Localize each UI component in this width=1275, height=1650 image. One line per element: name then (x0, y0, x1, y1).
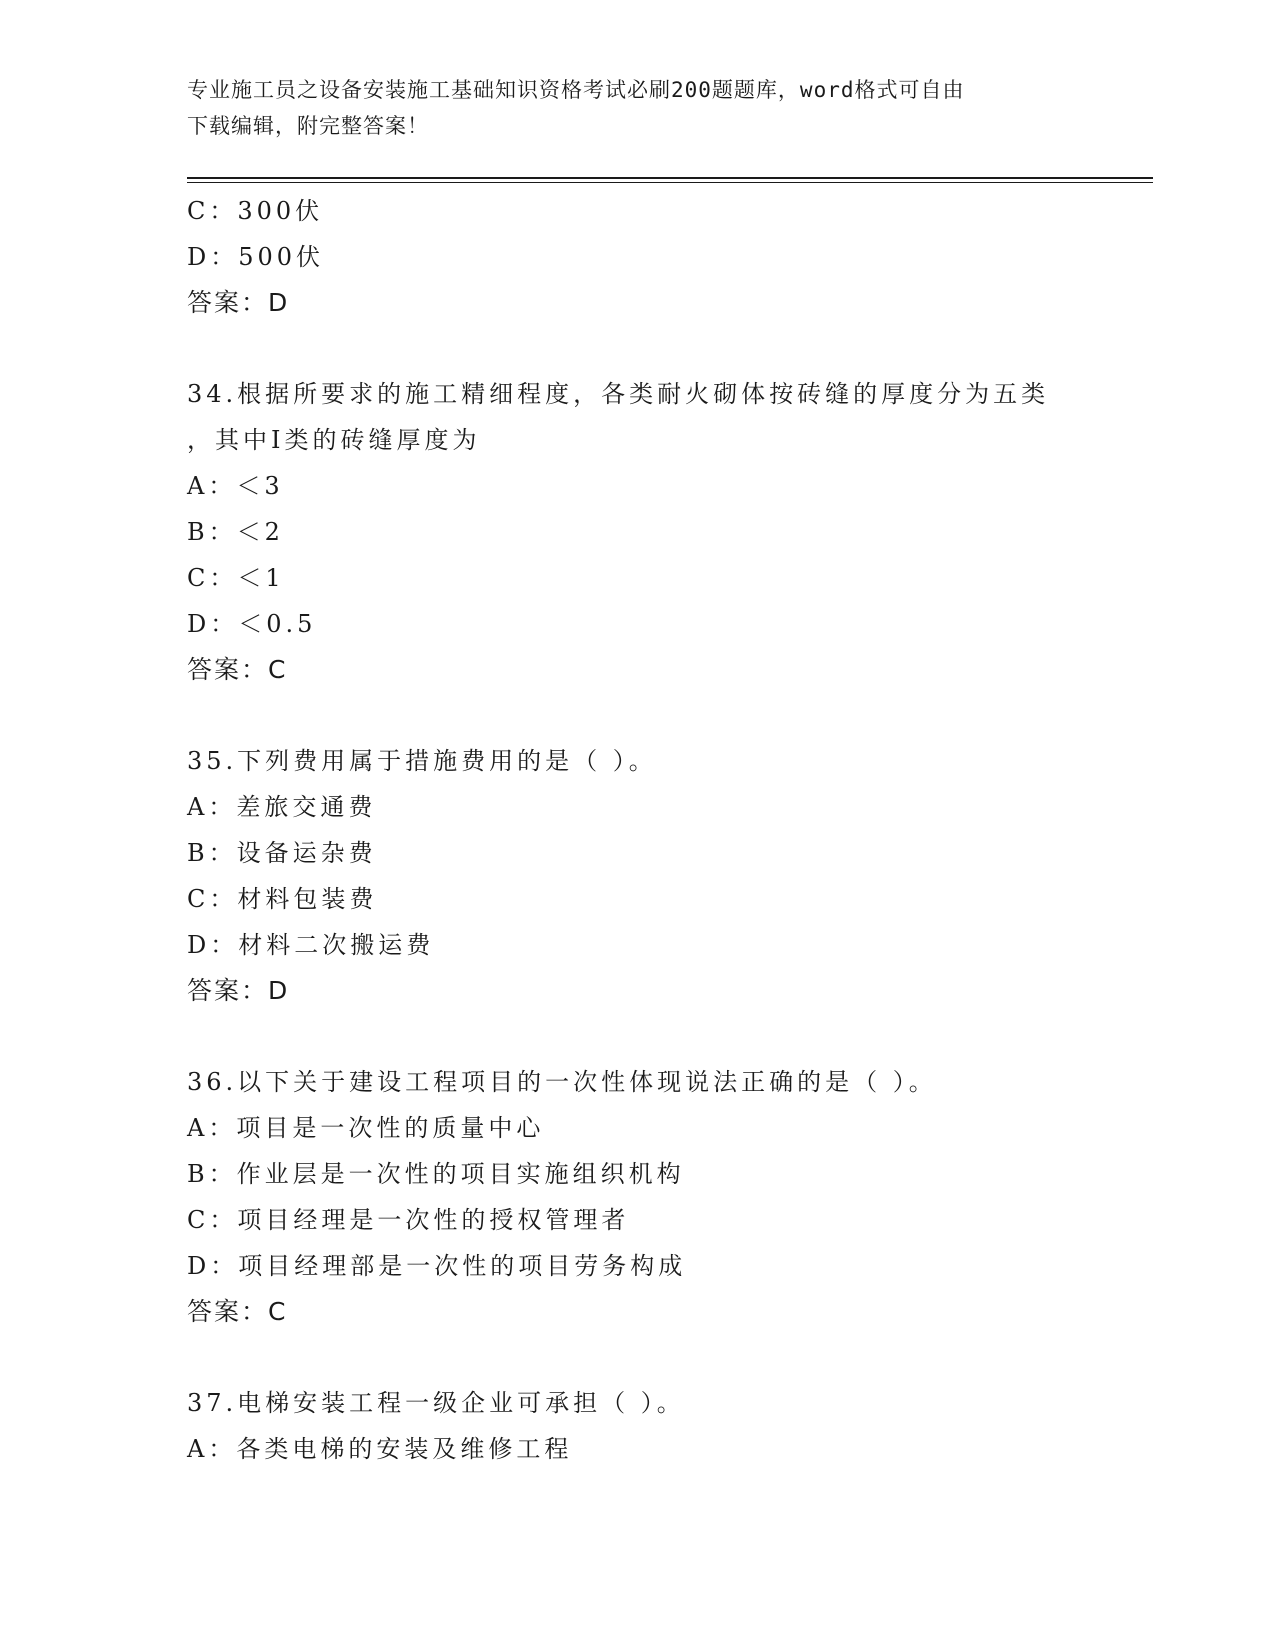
option-a: A：项目是一次性的质量中心 (187, 1114, 545, 1142)
spacer (187, 1014, 1087, 1059)
spacer (187, 1335, 1087, 1380)
question-stem: 37.电梯安装工程一级企业可承担（ ）。 (187, 1389, 685, 1417)
document-header (187, 72, 1067, 144)
question-stem: 35.下列费用属于措施费用的是（ ）。 (187, 747, 657, 775)
question-stem: 34.根据所要求的施工精细程度，各类耐火砌体按砖缝的厚度分为五类 (187, 380, 1050, 408)
question-stem: 36.以下关于建设工程项目的一次性体现说法正确的是（ ）。 (187, 1068, 937, 1096)
question-35 (187, 738, 1087, 1014)
option-a: A：＜3 (187, 472, 284, 500)
spacer (187, 693, 1087, 738)
prev-question-block (187, 188, 1087, 326)
answer-line: 答案：D (187, 976, 290, 1005)
option-c: C：项目经理是一次性的授权管理者 (187, 1206, 630, 1234)
answer-line: 答案：C (187, 1297, 288, 1326)
option-d: D：500伏 (187, 243, 325, 271)
option-b: B：＜2 (187, 518, 284, 546)
header-line-1: 专业施工员之设备安装施工基础知识资格考试必刷200题题库，word格式可自由 (187, 78, 965, 102)
spacer (187, 326, 1087, 371)
option-a: A：各类电梯的安装及维修工程 (187, 1435, 573, 1463)
question-stem-continued: ，其中Ⅰ类的砖缝厚度为 (187, 426, 481, 454)
option-d: D：＜0.5 (187, 610, 317, 638)
header-divider-thin (187, 182, 1153, 183)
option-c: C：材料包装费 (187, 885, 378, 913)
question-34 (187, 371, 1087, 693)
answer-line: 答案：C (187, 655, 288, 684)
option-c: C：＜1 (187, 564, 285, 592)
header-divider-thick (187, 177, 1153, 179)
answer-line: 答案：D (187, 288, 290, 317)
question-37 (187, 1380, 1087, 1472)
option-c: C：300伏 (187, 197, 324, 225)
option-b: B：作业层是一次性的项目实施组织机构 (187, 1160, 685, 1188)
question-content (187, 188, 1087, 1472)
option-d: D：材料二次搬运费 (187, 931, 435, 959)
option-d: D：项目经理部是一次性的项目劳务构成 (187, 1252, 687, 1280)
option-a: A：差旅交通费 (187, 793, 377, 821)
question-36 (187, 1059, 1087, 1335)
header-line-2: 下载编辑，附完整答案！ (187, 114, 429, 138)
option-b: B：设备运杂费 (187, 839, 377, 867)
